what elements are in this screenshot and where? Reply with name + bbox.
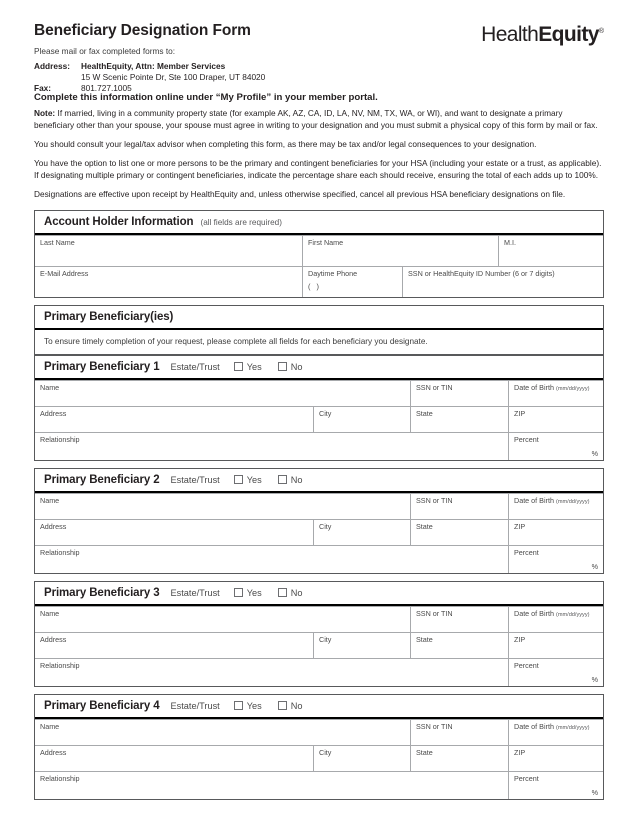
beneficiary-block [34, 355, 604, 461]
beneficiary-percent-field[interactable] [508, 659, 603, 686]
beneficiary-state-field[interactable] [410, 407, 508, 432]
beneficiary-city-field[interactable] [313, 746, 410, 771]
estate-trust-no-checkbox[interactable] [278, 588, 303, 598]
beneficiary-address-field[interactable] [35, 746, 313, 771]
first-name-field[interactable] [302, 236, 498, 266]
beneficiary-row-relationship [35, 545, 603, 573]
beneficiary-state-label: State [416, 634, 433, 644]
beneficiary-percent-field[interactable] [508, 546, 603, 573]
beneficiary-relationship-label: Relationship [40, 434, 80, 444]
beneficiary-relationship-label: Relationship [40, 773, 80, 783]
beneficiary-name-field[interactable] [35, 494, 410, 519]
beneficiary-city-label: City [319, 634, 332, 644]
beneficiary-city-field[interactable] [313, 520, 410, 545]
beneficiary-name-label: Name [40, 608, 60, 618]
address-line-2: 15 W Scenic Pointe Dr, Ste 100 Draper, UT 84020 [80, 71, 266, 82]
beneficiary-percent-label: Percent [514, 773, 539, 783]
address-row [34, 61, 265, 72]
primary-beneficiaries-section [34, 305, 604, 355]
beneficiary-row-address [35, 632, 603, 658]
beneficiary-dob-label [514, 723, 603, 732]
beneficiary-block [34, 581, 604, 687]
beneficiary-row-name [35, 606, 603, 632]
beneficiary-header [35, 356, 603, 380]
beneficiary-relationship-label: Relationship [40, 660, 80, 670]
checkbox-icon[interactable] [234, 701, 243, 710]
beneficiary-city-label: City [319, 521, 332, 531]
beneficiary-ssn-tin-field[interactable] [410, 381, 508, 406]
beneficiary-dob-field[interactable] [508, 494, 603, 519]
beneficiary-zip-label: ZIP [514, 747, 526, 757]
beneficiary-zip-field[interactable] [508, 746, 603, 771]
estate-trust-label: Estate/Trust [170, 474, 220, 485]
middle-initial-label: M.I. [504, 237, 516, 247]
checkbox-icon[interactable] [278, 362, 287, 371]
address-line-1: HealthEquity, Attn: Member Services [80, 61, 226, 71]
beneficiary-dob-format: (mm/dd/yyyy) [555, 724, 590, 731]
ssn-or-id-field[interactable] [402, 267, 603, 297]
beneficiary-block [34, 468, 604, 574]
beneficiary-name-field[interactable] [35, 381, 410, 406]
beneficiary-dob-field[interactable] [508, 720, 603, 745]
beneficiary-state-field[interactable] [410, 746, 508, 771]
registered-trademark-icon: ® [598, 28, 604, 35]
beneficiary-state-field[interactable] [410, 633, 508, 658]
intro-note-paragraph [34, 108, 604, 132]
estate-trust-no-checkbox[interactable] [278, 475, 303, 485]
daytime-phone-field[interactable] [302, 267, 402, 297]
beneficiary-city-label: City [319, 408, 332, 418]
percent-symbol: % [591, 787, 598, 797]
beneficiary-state-label: State [416, 408, 433, 418]
beneficiary-zip-field[interactable] [508, 633, 603, 658]
beneficiary-row-address [35, 519, 603, 545]
middle-initial-field[interactable] [498, 236, 603, 266]
beneficiary-dob-label-text: Date of Birth [514, 721, 556, 731]
beneficiary-header [35, 695, 603, 719]
beneficiary-state-field[interactable] [410, 520, 508, 545]
beneficiary-dob-field[interactable] [508, 607, 603, 632]
address-label: Address: [34, 61, 70, 71]
beneficiary-relationship-field[interactable] [35, 659, 508, 686]
phone-mask: ( ) [308, 282, 321, 292]
estate-trust-label: Estate/Trust [170, 700, 220, 711]
account-holder-subtitle: (all fields are required) [200, 217, 282, 227]
beneficiary-address-label: Address [40, 747, 67, 757]
estate-trust-no-label: No [290, 700, 303, 711]
intro-paragraph-3: You have the option to list one or more persons to be the primary and contingent beneficiaries for your HSA (including your estate or a trust, as applicable). If designating multiple primary or contingent beneficiaries, indicate the percentage share each should receive, ensuring the total of each adds up to 100%. [34, 157, 602, 180]
estate-trust-yes-label: Yes [246, 361, 262, 372]
checkbox-icon[interactable] [278, 701, 287, 710]
beneficiary-dob-label-text: Date of Birth [514, 608, 556, 618]
daytime-phone-label: Daytime Phone [308, 268, 358, 278]
beneficiary-name-label: Name [40, 721, 60, 731]
beneficiary-address-label: Address [40, 408, 67, 418]
beneficiary-ssn-tin-field[interactable] [410, 494, 508, 519]
beneficiary-dob-field[interactable] [508, 381, 603, 406]
primary-beneficiaries-note: To ensure timely completion of your request, please complete all fields for each beneficiary you designate. [44, 336, 428, 346]
estate-trust-yes-checkbox[interactable] [234, 362, 262, 372]
beneficiary-dob-label-text: Date of Birth [514, 495, 556, 505]
account-holder-row-1 [35, 235, 603, 266]
beneficiary-address-field[interactable] [35, 520, 313, 545]
estate-trust-yes-label: Yes [246, 587, 262, 598]
note-text: If married, living in a community property state (for example AK, AZ, CA, ID, LA, NV, NM, TX, WA, or WI), and want to designate a primary beneficiary other than your spouse, your spouse must agree in writing to your designation and you must submit a physical copy of this form by mail or fax. [34, 108, 598, 130]
beneficiary-percent-label: Percent [514, 434, 539, 444]
intro-paragraph-2: You should consult your legal/tax advisor when completing this form, as there may be tax and/or legal consequences to your designation. [34, 138, 537, 149]
beneficiary-ssn-tin-label: SSN or TIN [416, 608, 453, 618]
account-holder-title: Account Holder Information [44, 215, 194, 228]
account-holder-section [34, 210, 604, 298]
page-header [0, 0, 640, 93]
estate-trust-no-checkbox[interactable] [278, 701, 303, 711]
beneficiary-name-field[interactable] [35, 607, 410, 632]
checkbox-icon[interactable] [234, 475, 243, 484]
beneficiary-city-label: City [319, 747, 332, 757]
beneficiary-dob-label [514, 384, 603, 393]
fax-value: 801.727.1005 [80, 82, 132, 93]
beneficiary-name-label: Name [40, 495, 60, 505]
beneficiary-percent-field[interactable] [508, 772, 603, 799]
estate-trust-yes-checkbox[interactable] [234, 588, 262, 598]
beneficiary-relationship-field[interactable] [35, 772, 508, 799]
beneficiary-ssn-tin-field[interactable] [410, 720, 508, 745]
beneficiary-title: Primary Beneficiary 4 [44, 699, 160, 712]
estate-trust-no-label: No [290, 361, 303, 372]
estate-trust-yes-checkbox[interactable] [234, 701, 262, 711]
beneficiary-zip-field[interactable] [508, 520, 603, 545]
beneficiary-dob-format: (mm/dd/yyyy) [555, 611, 590, 618]
logo-text-light: Health [481, 23, 539, 46]
healthequity-logo [481, 24, 604, 45]
beneficiary-relationship-field[interactable] [35, 433, 508, 460]
estate-trust-yes-label: Yes [246, 700, 262, 711]
beneficiary-state-label: State [416, 747, 433, 757]
beneficiary-row-name [35, 719, 603, 745]
beneficiary-row-name [35, 380, 603, 406]
email-label: E-Mail Address [40, 268, 89, 278]
mail-instructions: Please mail or fax completed forms to: [34, 46, 176, 56]
percent-symbol: % [591, 561, 598, 571]
intro-heading: Complete this information online under “My Profile” in your member portal. [34, 92, 378, 103]
beneficiary-zip-field[interactable] [508, 407, 603, 432]
beneficiary-address-field[interactable] [35, 633, 313, 658]
beneficiary-dob-label [514, 610, 603, 619]
checkbox-icon[interactable] [278, 475, 287, 484]
estate-trust-label: Estate/Trust [170, 361, 220, 372]
beneficiary-ssn-tin-label: SSN or TIN [416, 382, 453, 392]
logo-text-bold: Equity [538, 23, 599, 46]
beneficiary-row-relationship [35, 432, 603, 460]
beneficiary-header [35, 582, 603, 606]
email-field[interactable] [35, 267, 302, 297]
beneficiary-title: Primary Beneficiary 3 [44, 586, 160, 599]
beneficiary-ssn-tin-label: SSN or TIN [416, 721, 453, 731]
beneficiary-row-address [35, 745, 603, 771]
estate-trust-yes-checkbox[interactable] [234, 475, 262, 485]
estate-trust-label: Estate/Trust [170, 587, 220, 598]
beneficiary-block [34, 694, 604, 800]
beneficiary-zip-label: ZIP [514, 634, 526, 644]
percent-symbol: % [591, 674, 598, 684]
fax-row [34, 83, 265, 94]
beneficiary-state-label: State [416, 521, 433, 531]
beneficiary-name-field[interactable] [35, 720, 410, 745]
beneficiary-blocks-container [0, 355, 640, 800]
beneficiary-address-label: Address [40, 634, 67, 644]
note-label: Note: [34, 108, 56, 118]
beneficiary-ssn-tin-field[interactable] [410, 607, 508, 632]
address-spacer [34, 72, 81, 83]
estate-trust-no-label: No [290, 587, 303, 598]
page-title: Beneficiary Designation Form [34, 22, 251, 39]
beneficiary-dob-label-text: Date of Birth [514, 382, 556, 392]
beneficiary-title: Primary Beneficiary 2 [44, 473, 160, 486]
beneficiary-address-field[interactable] [35, 407, 313, 432]
beneficiary-row-relationship [35, 771, 603, 799]
estate-trust-no-label: No [290, 474, 303, 485]
beneficiary-percent-label: Percent [514, 547, 539, 557]
intro-section [0, 92, 640, 201]
account-holder-row-2 [35, 266, 603, 297]
primary-beneficiaries-title: Primary Beneficiary(ies) [44, 310, 174, 323]
beneficiary-row-relationship [35, 658, 603, 686]
beneficiary-percent-field[interactable] [508, 433, 603, 460]
beneficiary-header [35, 469, 603, 493]
beneficiary-relationship-field[interactable] [35, 546, 508, 573]
beneficiary-zip-label: ZIP [514, 408, 526, 418]
beneficiary-ssn-tin-label: SSN or TIN [416, 495, 453, 505]
contact-info-table [34, 61, 265, 94]
beneficiary-city-field[interactable] [313, 633, 410, 658]
beneficiary-dob-label [514, 497, 603, 506]
beneficiary-row-address [35, 406, 603, 432]
last-name-field[interactable] [35, 236, 302, 266]
beneficiary-dob-format: (mm/dd/yyyy) [555, 498, 590, 505]
primary-beneficiaries-header [35, 306, 603, 330]
beneficiary-relationship-label: Relationship [40, 547, 80, 557]
beneficiary-city-field[interactable] [313, 407, 410, 432]
beneficiary-dob-format: (mm/dd/yyyy) [555, 385, 590, 392]
beneficiary-title: Primary Beneficiary 1 [44, 360, 160, 373]
percent-symbol: % [591, 448, 598, 458]
checkbox-icon[interactable] [278, 588, 287, 597]
beneficiary-percent-label: Percent [514, 660, 539, 670]
estate-trust-yes-label: Yes [246, 474, 262, 485]
beneficiary-row-name [35, 493, 603, 519]
account-holder-header [35, 211, 603, 235]
last-name-label: Last Name [40, 237, 75, 247]
checkbox-icon[interactable] [234, 588, 243, 597]
ssn-or-id-label: SSN or HealthEquity ID Number (6 or 7 digits) [408, 268, 555, 278]
intro-paragraph-4: Designations are effective upon receipt by HealthEquity and, unless otherwise specified, cancel all previous HSA beneficiary designations on file. [34, 188, 566, 199]
beneficiary-name-label: Name [40, 382, 60, 392]
beneficiary-zip-label: ZIP [514, 521, 526, 531]
beneficiary-address-label: Address [40, 521, 67, 531]
checkbox-icon[interactable] [234, 362, 243, 371]
estate-trust-no-checkbox[interactable] [278, 362, 303, 372]
first-name-label: First Name [308, 237, 344, 247]
fax-label: Fax: [34, 82, 52, 93]
address-row-2 [34, 72, 265, 83]
